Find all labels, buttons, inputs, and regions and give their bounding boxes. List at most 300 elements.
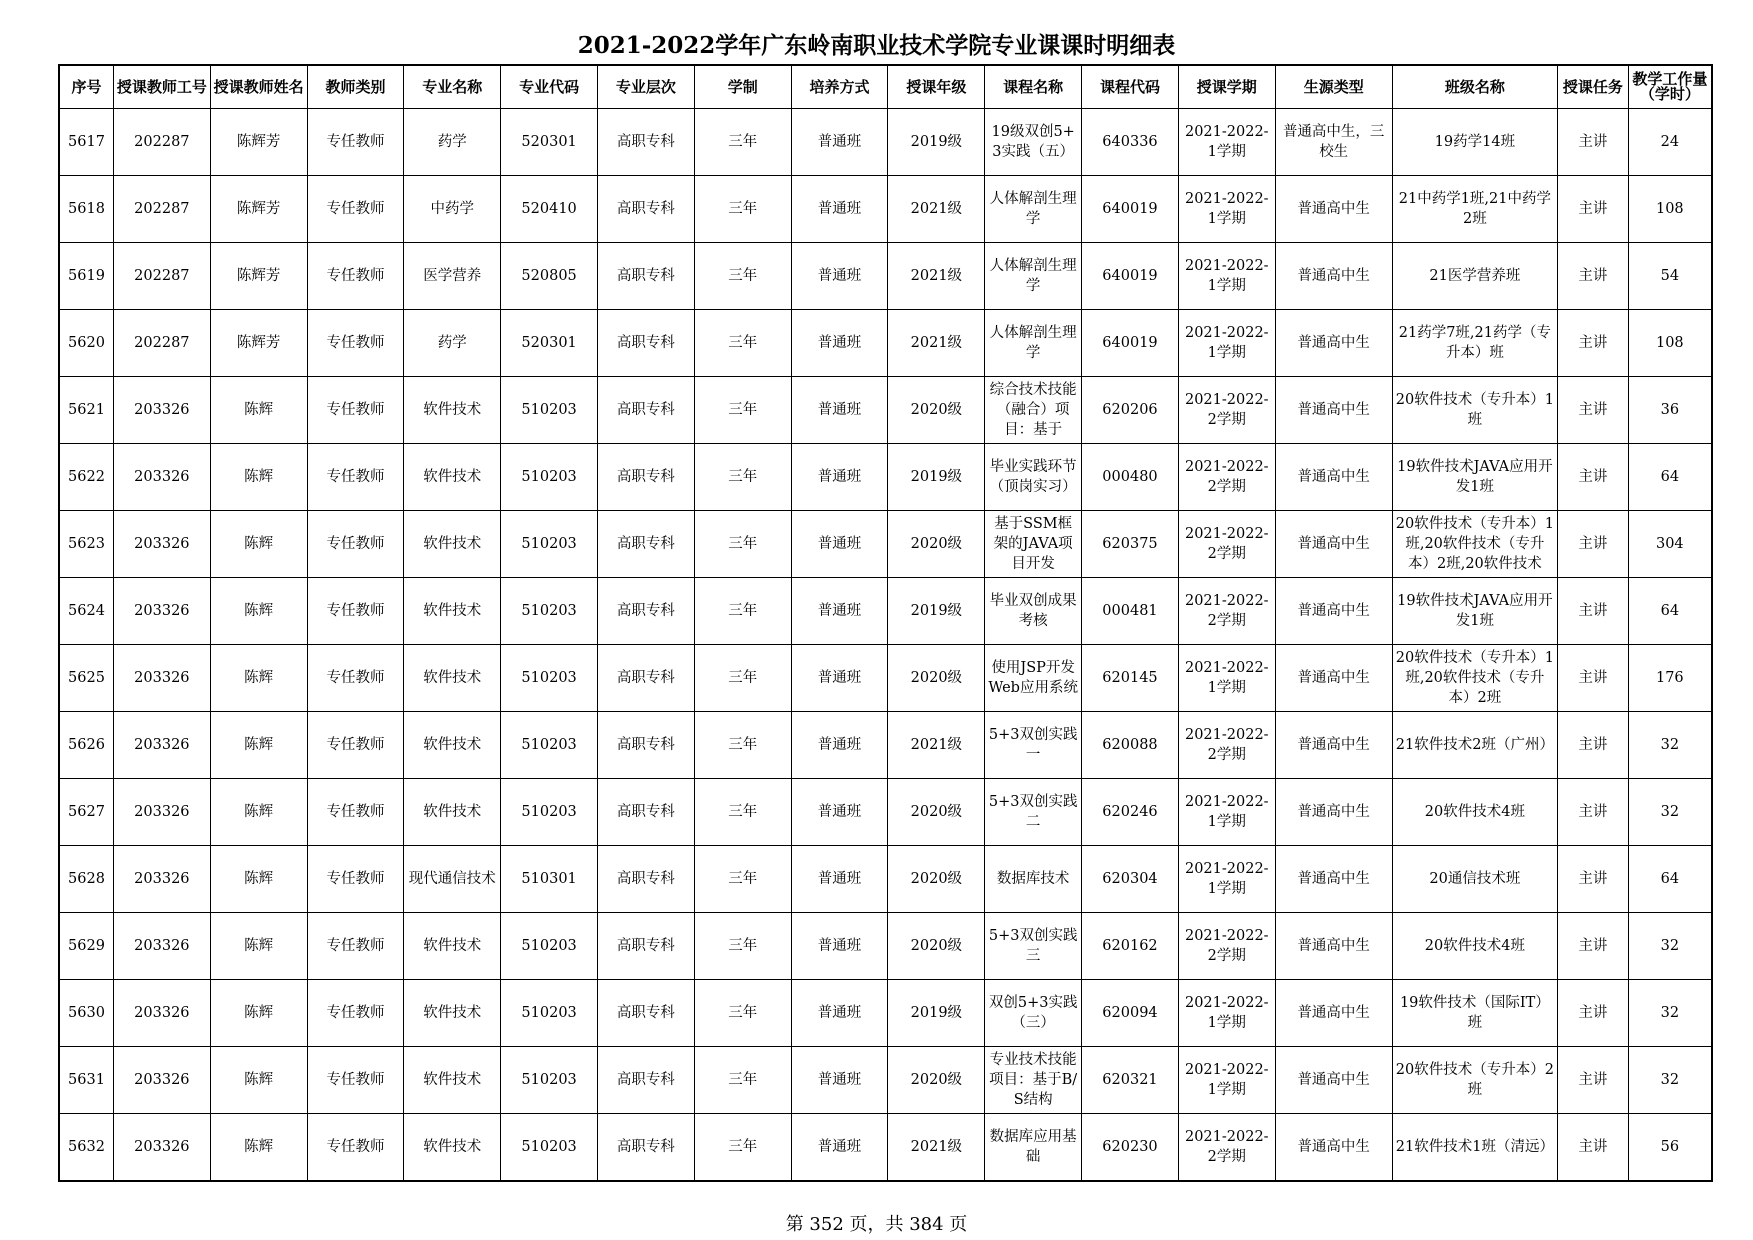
cell-course-name	[985, 846, 1082, 913]
cell-source-type-text: 普通高中生	[1297, 536, 1370, 552]
cell-term	[1178, 779, 1275, 846]
cell-course-code: 620162	[1082, 913, 1179, 980]
cell-class-name	[1392, 712, 1557, 779]
cell-course-name	[985, 1114, 1082, 1182]
cell-term	[1178, 109, 1275, 176]
cell-task: 主讲	[1558, 310, 1629, 377]
cell-term	[1178, 980, 1275, 1047]
cell-major-code: 510203	[501, 712, 598, 779]
cell-course-name-text: 5+3双创实践二	[988, 794, 1078, 830]
cell-course-code: 000481	[1082, 578, 1179, 645]
cell-source-type-text: 普通高中生	[1297, 737, 1370, 753]
cell-teacher-id: 203326	[113, 846, 210, 913]
cell-source-type	[1275, 645, 1392, 712]
cell-source-type	[1275, 176, 1392, 243]
cell-major-name-text: 软件技术	[423, 536, 482, 552]
cell-major-code: 510203	[501, 913, 598, 980]
cell-task: 主讲	[1558, 377, 1629, 444]
cell-major-code: 510203	[501, 511, 598, 578]
cell-major-name-text: 软件技术	[423, 603, 482, 619]
cell-training-mode: 普通班	[791, 779, 888, 846]
cell-task: 主讲	[1558, 712, 1629, 779]
cell-teacher-id: 203326	[113, 712, 210, 779]
cell-course-name	[985, 511, 1082, 578]
cell-major-name-text: 软件技术	[423, 469, 482, 485]
cell-seq: 5627	[59, 779, 113, 846]
cell-class-name	[1392, 645, 1557, 712]
cell-grade: 2019级	[888, 578, 985, 645]
cell-class-name-text: 19软件技术（国际IT）班	[1399, 995, 1550, 1031]
cell-course-name	[985, 444, 1082, 511]
cell-teacher-type: 专任教师	[307, 377, 404, 444]
cell-teacher-id: 203326	[113, 511, 210, 578]
header-grade: 授课年级	[888, 65, 985, 109]
cell-major-code: 510301	[501, 846, 598, 913]
cell-course-code: 620321	[1082, 1047, 1179, 1114]
cell-teacher-type: 专任教师	[307, 176, 404, 243]
cell-source-type-text: 普通高中生	[1297, 402, 1370, 418]
cell-teacher-type: 专任教师	[307, 712, 404, 779]
cell-course-code: 620094	[1082, 980, 1179, 1047]
cell-major-name-text: 软件技术	[423, 938, 482, 954]
cell-class-name	[1392, 980, 1557, 1047]
cell-major-name-text: 医学营养	[423, 268, 482, 284]
cell-workload: 56	[1628, 1114, 1712, 1182]
cell-class-name-text: 21药学7班,21药学（专升本）班	[1398, 325, 1551, 361]
cell-teacher-id: 203326	[113, 444, 210, 511]
cell-teacher-name: 陈辉	[210, 377, 307, 444]
cell-major-name	[404, 109, 501, 176]
cell-class-name-text: 20软件技术（专升本）1班,20软件技术（专升本）2班,20软件技术	[1395, 516, 1554, 572]
cell-task: 主讲	[1558, 511, 1629, 578]
cell-source-type-text: 普通高中生	[1297, 1139, 1370, 1155]
cell-class-name	[1392, 779, 1557, 846]
cell-source-type-text: 普通高中生，三校生	[1282, 124, 1385, 160]
cell-major-level: 高职专科	[598, 511, 695, 578]
cell-term-text: 2021-2022-1学期	[1184, 124, 1269, 160]
cell-teacher-name: 陈辉芳	[210, 109, 307, 176]
cell-source-type	[1275, 444, 1392, 511]
cell-major-code: 520410	[501, 176, 598, 243]
cell-teacher-id: 203326	[113, 645, 210, 712]
cell-source-type-text: 普通高中生	[1297, 335, 1370, 351]
cell-teacher-type: 专任教师	[307, 1047, 404, 1114]
cell-course-name	[985, 712, 1082, 779]
cell-term-text: 2021-2022-1学期	[1184, 1062, 1269, 1098]
cell-seq: 5624	[59, 578, 113, 645]
cell-course-code: 640019	[1082, 243, 1179, 310]
cell-task: 主讲	[1558, 1047, 1629, 1114]
cell-major-name	[404, 310, 501, 377]
table-row	[59, 712, 1712, 779]
cell-course-name	[985, 176, 1082, 243]
cell-course-name-text: 使用JSP开发Web应用系统	[988, 660, 1078, 696]
cell-training-mode: 普通班	[791, 1114, 888, 1182]
cell-workload: 64	[1628, 444, 1712, 511]
header-major-name: 专业名称	[404, 65, 501, 109]
cell-teacher-name: 陈辉	[210, 645, 307, 712]
cell-course-code: 640336	[1082, 109, 1179, 176]
cell-major-level: 高职专科	[598, 779, 695, 846]
cell-grade: 2020级	[888, 645, 985, 712]
cell-major-name	[404, 377, 501, 444]
cell-class-name-text: 20通信技术班	[1429, 871, 1521, 887]
cell-term	[1178, 444, 1275, 511]
table-row	[59, 176, 1712, 243]
cell-teacher-type: 专任教师	[307, 779, 404, 846]
cell-duration: 三年	[694, 310, 791, 377]
cell-term	[1178, 1047, 1275, 1114]
cell-duration: 三年	[694, 712, 791, 779]
cell-major-level: 高职专科	[598, 712, 695, 779]
cell-term	[1178, 176, 1275, 243]
cell-seq: 5618	[59, 176, 113, 243]
cell-training-mode: 普通班	[791, 913, 888, 980]
cell-source-type-text: 普通高中生	[1297, 804, 1370, 820]
cell-term-text: 2021-2022-1学期	[1184, 325, 1269, 361]
cell-term-text: 2021-2022-1学期	[1184, 191, 1269, 227]
cell-grade: 2021级	[888, 310, 985, 377]
cell-class-name	[1392, 377, 1557, 444]
cell-major-name-text: 药学	[437, 335, 467, 351]
cell-source-type	[1275, 578, 1392, 645]
cell-workload: 32	[1628, 779, 1712, 846]
cell-class-name-text: 19软件技术JAVA应用开发1班	[1397, 459, 1553, 495]
header-teacher-type: 教师类别	[307, 65, 404, 109]
header-teacher-id: 授课教师工号	[113, 65, 210, 109]
cell-major-code: 510203	[501, 779, 598, 846]
header-course-name: 课程名称	[985, 65, 1082, 109]
cell-teacher-id: 203326	[113, 779, 210, 846]
cell-course-name-text: 人体解剖生理学	[989, 191, 1077, 227]
cell-major-name	[404, 712, 501, 779]
cell-term-text: 2021-2022-2学期	[1184, 1129, 1269, 1165]
table-row	[59, 109, 1712, 176]
cell-source-type-text: 普通高中生	[1297, 938, 1370, 954]
cell-course-name-text: 人体解剖生理学	[989, 325, 1077, 361]
cell-class-name	[1392, 1047, 1557, 1114]
cell-class-name	[1392, 243, 1557, 310]
cell-major-code: 510203	[501, 980, 598, 1047]
cell-teacher-name: 陈辉	[210, 980, 307, 1047]
cell-major-name	[404, 511, 501, 578]
cell-course-name	[985, 243, 1082, 310]
cell-class-name	[1392, 511, 1557, 578]
table-row	[59, 779, 1712, 846]
cell-term	[1178, 712, 1275, 779]
cell-teacher-id: 202287	[113, 310, 210, 377]
cell-class-name	[1392, 444, 1557, 511]
cell-class-name-text: 20软件技术（专升本）2班	[1395, 1062, 1554, 1098]
cell-course-name-text: 19级双创5+3实践（五）	[991, 124, 1075, 160]
cell-major-name-text: 现代通信技术	[408, 871, 496, 887]
cell-teacher-type: 专任教师	[307, 243, 404, 310]
cell-task: 主讲	[1558, 243, 1629, 310]
cell-workload: 64	[1628, 846, 1712, 913]
cell-seq: 5629	[59, 913, 113, 980]
cell-course-name	[985, 1047, 1082, 1114]
cell-source-type	[1275, 1114, 1392, 1182]
cell-duration: 三年	[694, 846, 791, 913]
cell-teacher-name: 陈辉芳	[210, 243, 307, 310]
cell-course-name	[985, 578, 1082, 645]
cell-term	[1178, 846, 1275, 913]
cell-seq: 5630	[59, 980, 113, 1047]
table-row	[59, 1047, 1712, 1114]
cell-course-name-text: 双创5+3实践（三）	[988, 995, 1078, 1031]
cell-teacher-name: 陈辉芳	[210, 310, 307, 377]
cell-teacher-name: 陈辉	[210, 1047, 307, 1114]
cell-teacher-type: 专任教师	[307, 109, 404, 176]
cell-term	[1178, 310, 1275, 377]
cell-teacher-type: 专任教师	[307, 846, 404, 913]
course-hours-table	[58, 64, 1713, 1182]
cell-major-level: 高职专科	[598, 444, 695, 511]
cell-source-type	[1275, 846, 1392, 913]
cell-duration: 三年	[694, 578, 791, 645]
cell-training-mode: 普通班	[791, 444, 888, 511]
cell-term-text: 2021-2022-2学期	[1184, 593, 1269, 629]
cell-major-name-text: 软件技术	[423, 402, 482, 418]
cell-task: 主讲	[1558, 913, 1629, 980]
cell-class-name-text: 19药学14班	[1434, 134, 1516, 150]
cell-source-type	[1275, 511, 1392, 578]
cell-major-code: 510203	[501, 444, 598, 511]
cell-major-level: 高职专科	[598, 645, 695, 712]
table-row	[59, 578, 1712, 645]
header-course-code: 课程代码	[1082, 65, 1179, 109]
cell-teacher-type: 专任教师	[307, 913, 404, 980]
table-row	[59, 1114, 1712, 1182]
cell-teacher-id: 202287	[113, 109, 210, 176]
cell-class-name-text: 20软件技术4班	[1424, 938, 1525, 954]
cell-major-code: 510203	[501, 1047, 598, 1114]
cell-class-name-text: 21中药学1班,21中药学2班	[1398, 191, 1551, 227]
cell-training-mode: 普通班	[791, 1047, 888, 1114]
cell-duration: 三年	[694, 913, 791, 980]
cell-seq: 5621	[59, 377, 113, 444]
cell-major-level: 高职专科	[598, 1047, 695, 1114]
cell-seq: 5619	[59, 243, 113, 310]
cell-task: 主讲	[1558, 779, 1629, 846]
cell-major-level: 高职专科	[598, 176, 695, 243]
cell-task: 主讲	[1558, 645, 1629, 712]
cell-workload: 32	[1628, 913, 1712, 980]
cell-training-mode: 普通班	[791, 578, 888, 645]
cell-duration: 三年	[694, 444, 791, 511]
cell-course-name	[985, 310, 1082, 377]
table-row	[59, 243, 1712, 310]
cell-course-name-text: 综合技术技能（融合）项目：基于	[989, 382, 1077, 438]
cell-class-name-text: 21软件技术1班（清远）	[1395, 1139, 1554, 1155]
header-seq: 序号	[59, 65, 113, 109]
cell-source-type	[1275, 913, 1392, 980]
cell-course-name	[985, 779, 1082, 846]
cell-workload: 36	[1628, 377, 1712, 444]
cell-source-type-text: 普通高中生	[1297, 469, 1370, 485]
cell-term-text: 2021-2022-1学期	[1184, 861, 1269, 897]
cell-teacher-name: 陈辉	[210, 578, 307, 645]
cell-grade: 2021级	[888, 243, 985, 310]
cell-duration: 三年	[694, 980, 791, 1047]
cell-source-type-text: 普通高中生	[1297, 603, 1370, 619]
cell-task: 主讲	[1558, 980, 1629, 1047]
cell-major-name	[404, 444, 501, 511]
cell-grade: 2020级	[888, 846, 985, 913]
cell-term-text: 2021-2022-2学期	[1184, 392, 1269, 428]
cell-training-mode: 普通班	[791, 109, 888, 176]
cell-teacher-name: 陈辉	[210, 846, 307, 913]
cell-major-name-text: 软件技术	[423, 737, 482, 753]
cell-seq: 5631	[59, 1047, 113, 1114]
cell-class-name	[1392, 176, 1557, 243]
cell-class-name	[1392, 1114, 1557, 1182]
cell-workload: 64	[1628, 578, 1712, 645]
cell-major-level: 高职专科	[598, 109, 695, 176]
cell-major-name	[404, 846, 501, 913]
cell-workload: 54	[1628, 243, 1712, 310]
cell-teacher-type: 专任教师	[307, 645, 404, 712]
cell-class-name	[1392, 109, 1557, 176]
cell-source-type	[1275, 109, 1392, 176]
cell-training-mode: 普通班	[791, 980, 888, 1047]
cell-major-name	[404, 980, 501, 1047]
cell-major-name-text: 软件技术	[423, 1139, 482, 1155]
cell-major-name	[404, 645, 501, 712]
cell-workload: 176	[1628, 645, 1712, 712]
cell-course-name	[985, 377, 1082, 444]
table-row	[59, 511, 1712, 578]
cell-course-code: 640019	[1082, 176, 1179, 243]
cell-task: 主讲	[1558, 109, 1629, 176]
cell-teacher-id: 202287	[113, 243, 210, 310]
cell-major-level: 高职专科	[598, 578, 695, 645]
table-header-row	[59, 65, 1712, 109]
table-row	[59, 846, 1712, 913]
cell-workload: 32	[1628, 980, 1712, 1047]
cell-major-level: 高职专科	[598, 1114, 695, 1182]
cell-major-name-text: 中药学	[430, 201, 475, 217]
cell-task: 主讲	[1558, 846, 1629, 913]
cell-major-level: 高职专科	[598, 980, 695, 1047]
cell-seq: 5617	[59, 109, 113, 176]
cell-class-name-text: 19软件技术JAVA应用开发1班	[1397, 593, 1553, 629]
cell-class-name-text: 20软件技术4班	[1424, 804, 1525, 820]
cell-class-name-text: 21医学营养班	[1429, 268, 1521, 284]
table-row	[59, 377, 1712, 444]
cell-major-name	[404, 779, 501, 846]
cell-term-text: 2021-2022-1学期	[1184, 995, 1269, 1031]
cell-teacher-type: 专任教师	[307, 511, 404, 578]
cell-term-text: 2021-2022-1学期	[1184, 258, 1269, 294]
cell-teacher-id: 203326	[113, 980, 210, 1047]
table-body	[59, 109, 1712, 1182]
cell-term	[1178, 1114, 1275, 1182]
table-row	[59, 980, 1712, 1047]
table-row	[59, 645, 1712, 712]
cell-major-code: 520301	[501, 310, 598, 377]
cell-duration: 三年	[694, 109, 791, 176]
cell-class-name	[1392, 913, 1557, 980]
cell-class-name	[1392, 578, 1557, 645]
cell-training-mode: 普通班	[791, 712, 888, 779]
cell-duration: 三年	[694, 1047, 791, 1114]
cell-duration: 三年	[694, 511, 791, 578]
header-duration: 学制	[694, 65, 791, 109]
header-major-code: 专业代码	[501, 65, 598, 109]
cell-term-text: 2021-2022-2学期	[1184, 459, 1269, 495]
cell-course-name-text: 5+3双创实践三	[988, 928, 1078, 964]
cell-teacher-name: 陈辉	[210, 444, 307, 511]
cell-term	[1178, 913, 1275, 980]
cell-seq: 5622	[59, 444, 113, 511]
cell-training-mode: 普通班	[791, 377, 888, 444]
cell-duration: 三年	[694, 779, 791, 846]
cell-course-code: 620088	[1082, 712, 1179, 779]
cell-term-text: 2021-2022-1学期	[1184, 660, 1269, 696]
cell-source-type	[1275, 377, 1392, 444]
cell-grade: 2021级	[888, 1114, 985, 1182]
cell-term	[1178, 377, 1275, 444]
cell-source-type-text: 普通高中生	[1297, 871, 1370, 887]
cell-training-mode: 普通班	[791, 310, 888, 377]
cell-major-name	[404, 1114, 501, 1182]
cell-major-level: 高职专科	[598, 846, 695, 913]
cell-major-name	[404, 1047, 501, 1114]
cell-teacher-name: 陈辉	[210, 511, 307, 578]
table-row	[59, 310, 1712, 377]
cell-grade: 2020级	[888, 779, 985, 846]
cell-course-code: 640019	[1082, 310, 1179, 377]
cell-teacher-type: 专任教师	[307, 578, 404, 645]
cell-seq: 5628	[59, 846, 113, 913]
cell-course-code: 620246	[1082, 779, 1179, 846]
cell-training-mode: 普通班	[791, 176, 888, 243]
cell-course-name	[985, 980, 1082, 1047]
cell-workload: 108	[1628, 310, 1712, 377]
header-task: 授课任务	[1558, 65, 1629, 109]
header-major-level: 专业层次	[598, 65, 695, 109]
cell-teacher-id: 202287	[113, 176, 210, 243]
cell-course-name-text: 人体解剖生理学	[989, 258, 1077, 294]
cell-grade: 2019级	[888, 980, 985, 1047]
cell-duration: 三年	[694, 645, 791, 712]
table-row	[59, 913, 1712, 980]
cell-training-mode: 普通班	[791, 645, 888, 712]
cell-major-name-text: 药学	[437, 134, 467, 150]
cell-workload: 32	[1628, 712, 1712, 779]
cell-major-name-text: 软件技术	[423, 804, 482, 820]
cell-major-code: 510203	[501, 1114, 598, 1182]
cell-major-name-text: 软件技术	[423, 1005, 482, 1021]
header-training-mode: 培养方式	[791, 65, 888, 109]
cell-task: 主讲	[1558, 444, 1629, 511]
cell-course-code: 620230	[1082, 1114, 1179, 1182]
cell-teacher-name: 陈辉	[210, 1114, 307, 1182]
cell-major-name-text: 软件技术	[423, 670, 482, 686]
cell-course-name-text: 基于SSM框架的JAVA项目开发	[993, 516, 1073, 572]
cell-grade: 2021级	[888, 176, 985, 243]
cell-teacher-type: 专任教师	[307, 1114, 404, 1182]
cell-teacher-id: 203326	[113, 913, 210, 980]
cell-course-code: 620375	[1082, 511, 1179, 578]
cell-teacher-name: 陈辉芳	[210, 176, 307, 243]
page-footer: 第 352 页，共 384 页	[785, 1214, 968, 1235]
cell-major-code: 510203	[501, 645, 598, 712]
cell-duration: 三年	[694, 176, 791, 243]
cell-source-type-text: 普通高中生	[1297, 1072, 1370, 1088]
cell-major-code: 520805	[501, 243, 598, 310]
